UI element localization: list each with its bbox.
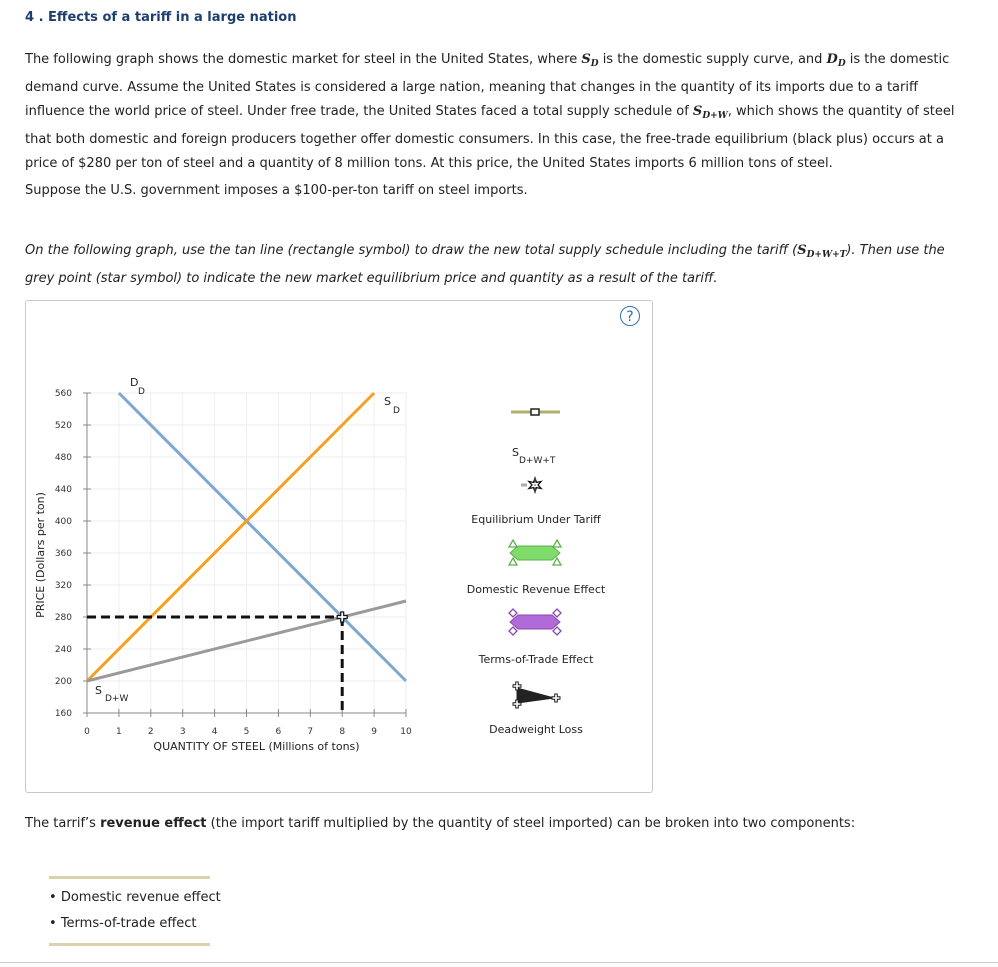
tool-tariff-supply-label: S xyxy=(512,446,519,459)
y-tick-label: 480 xyxy=(54,453,72,463)
domestic-supply-curve xyxy=(87,393,374,681)
triangle-handle-icon xyxy=(509,540,517,547)
diamond-handle-icon xyxy=(553,609,561,617)
diamond-handle-icon xyxy=(509,609,517,617)
domestic-supply-label: S xyxy=(384,395,391,408)
instructions-paragraph: On the following graph, use the tan line (rectangle symbol) to draw the new total supply schedule including the tariff $(S_{D+W+T})$. Then use the grey point (star symbol) to indicate the new market equilibrium price and quantity as a result of the tariff. xyxy=(25,243,945,286)
triangle-handle-icon xyxy=(553,558,561,565)
tool-equilibrium-tariff[interactable] xyxy=(521,478,541,492)
y-axis-title: PRICE (Dollars per ton) xyxy=(34,492,47,618)
x-tick-label: 8 xyxy=(339,727,346,737)
components-list xyxy=(49,886,221,938)
green-area-icon xyxy=(510,546,560,560)
x-tick-label: 7 xyxy=(307,727,314,737)
plus-handle-icon xyxy=(552,694,560,702)
list-item: • Terms-of-trade effect xyxy=(49,912,221,938)
purple-area-icon xyxy=(510,615,560,629)
divider-bottom xyxy=(49,943,210,946)
demand-curve-label-sub: D xyxy=(138,387,145,397)
black-triangle-icon xyxy=(517,688,554,703)
tool-domestic-revenue-label: Domestic Revenue Effect xyxy=(466,583,606,596)
question-title: 4 . Effects of a tariff in a large nation xyxy=(25,10,297,25)
y-tick-label: 440 xyxy=(54,485,72,495)
tool-tariff-supply[interactable] xyxy=(511,409,560,415)
x-tick-label: 6 xyxy=(275,727,282,737)
revenue-effect-paragraph: The tarrif’s revenue effect (the import tariff multiplied by the quantity of steel imported) can be broken into two components: xyxy=(25,816,856,831)
total-supply-label: S xyxy=(95,684,102,697)
y-tick-label: 560 xyxy=(54,389,72,399)
tool-terms-of-trade[interactable] xyxy=(509,609,561,635)
y-tick-label: 240 xyxy=(54,645,72,655)
x-tick-label: 3 xyxy=(179,727,186,737)
y-tick-label: 400 xyxy=(54,517,72,527)
triangle-handle-icon xyxy=(553,540,561,547)
tool-deadweight-loss[interactable] xyxy=(513,682,560,708)
tool-domestic-revenue[interactable] xyxy=(509,540,561,565)
y-tick-label: 200 xyxy=(54,677,72,687)
intro-paragraph: The following graph shows the domestic market for steel in the United States, where $S_D$ is the domestic supply curve, and $D_D$ is the domestic demand curve. Assume the United States is considered a large nation, meaning that changes in the quantity of its imports due to a tariff influence the world price of steel. Under free trade, the United States faced a total supply schedule of $S_{D+W}$, which shows the quantity of steel that both domestic and foreign producers together offer domestic consumers. In this case, the free-trade equilibrium (black plus) occurs at a price of $280 per ton of steel and a quantity of 8 million tons. At this price, the United States imports 6 million tons of steel. xyxy=(25,52,955,171)
y-tick-label: 320 xyxy=(54,581,72,591)
x-tick-label: 4 xyxy=(211,727,218,737)
divider-top xyxy=(49,876,210,879)
y-tick-label: 160 xyxy=(54,709,72,719)
triangle-handle-icon xyxy=(509,558,517,565)
x-axis-title: QUANTITY OF STEEL (Millions of tons) xyxy=(153,740,360,753)
domestic-supply-label-sub: D xyxy=(393,406,400,416)
x-tick-label: 2 xyxy=(147,727,154,737)
x-tick-label: 9 xyxy=(371,727,377,737)
tool-deadweight-loss-label: Deadweight Loss xyxy=(489,723,583,736)
diamond-handle-icon xyxy=(553,627,561,635)
tool-tariff-supply-label-sub: D+W+T xyxy=(519,456,556,466)
page-divider xyxy=(0,962,998,963)
list-item: • Domestic revenue effect xyxy=(49,886,221,912)
tariff-paragraph: Suppose the U.S. government imposes a $100-per-ton tariff on steel imports. xyxy=(25,183,528,198)
y-tick-label: 280 xyxy=(54,613,72,623)
x-tick-label: 0 xyxy=(84,727,90,737)
y-tick-label: 520 xyxy=(54,421,72,431)
x-tick-label: 1 xyxy=(116,727,122,737)
x-tick-label: 10 xyxy=(400,727,412,737)
tool-equilibrium-tariff-label: Equilibrium Under Tariff xyxy=(471,513,601,526)
total-supply-label-sub: D+W xyxy=(105,694,129,704)
diamond-handle-icon xyxy=(509,627,517,635)
x-tick-label: 5 xyxy=(243,727,250,737)
y-tick-label: 360 xyxy=(54,549,72,559)
demand-curve-label: D xyxy=(130,376,139,389)
help-icon[interactable]: ? xyxy=(620,306,640,326)
tool-terms-of-trade-label: Terms-of-Trade Effect xyxy=(478,653,594,666)
rectangle-icon xyxy=(531,409,539,415)
